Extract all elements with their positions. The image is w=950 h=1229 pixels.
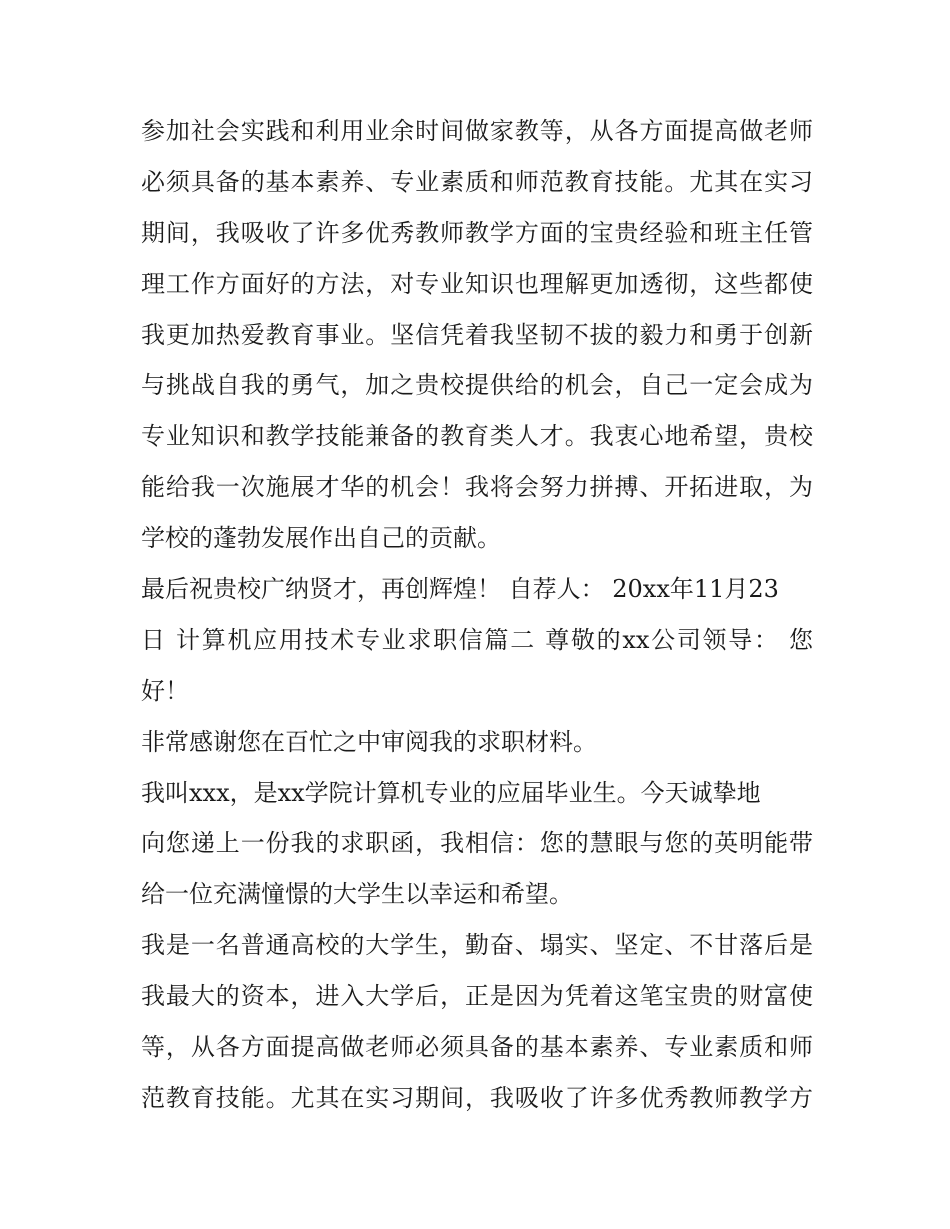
- text-line: 日 计算机应用技术专业求职信篇二 尊敬的xx公司领导： 您: [141, 625, 813, 654]
- text-line: 与挑战自我的勇气，加之贵校提供给的机会，自己一定会成为: [141, 371, 813, 400]
- text-line: 范教育技能。尤其在实习期间，我吸收了许多优秀教师教学方: [141, 1083, 813, 1112]
- text-line: 专业知识和教学技能兼备的教育类人才。我衷心地希望，贵校: [141, 422, 813, 451]
- text-line: 好！: [141, 676, 189, 705]
- text-line: 能给我一次施展才华的机会！我将会努力拼搏、开拓进取，为: [141, 473, 813, 502]
- text-line: 最后祝贵校广纳贤才，再创辉煌！ 自荐人： 20xx年11月23: [141, 575, 779, 604]
- text-line: 参加社会实践和利用业余时间做家教等，从各方面提高做老师: [141, 117, 813, 145]
- text-line: 学校的蓬勃发展作出自己的贡献。: [141, 524, 501, 553]
- text-line: 我更加热爱教育事业。坚信凭着我坚韧不拔的毅力和勇于创新: [141, 320, 813, 349]
- text-line: 理工作方面好的方法，对专业知识也理解更加透彻，这些都使: [141, 269, 813, 298]
- text-line: 给一位充满憧憬的大学生以幸运和希望。: [141, 880, 573, 909]
- document-body: [141, 106, 813, 1124]
- text-line: 非常感谢您在百忙之中审阅我的求职材料。: [141, 727, 597, 756]
- text-line: 向您递上一份我的求职函，我相信：您的慧眼与您的英明能带: [141, 829, 813, 858]
- text-line: 我最大的资本，进入大学后，正是因为凭着这笔宝贵的财富使: [141, 982, 813, 1011]
- text-line: 我叫xxx，是xx学院计算机专业的应届毕业生。今天诚挚地: [141, 778, 761, 807]
- text-line: 等，从各方面提高做老师必须具备的基本素养、专业素质和师: [141, 1033, 813, 1062]
- text-line: 期间，我吸收了许多优秀教师教学方面的宝贵经验和班主任管: [141, 218, 813, 247]
- text-line: 我是一名普通高校的大学生，勤奋、塌实、坚定、不甘落后是: [141, 931, 813, 960]
- text-line: 必须具备的基本素养、专业素质和师范教育技能。尤其在实习: [141, 167, 813, 196]
